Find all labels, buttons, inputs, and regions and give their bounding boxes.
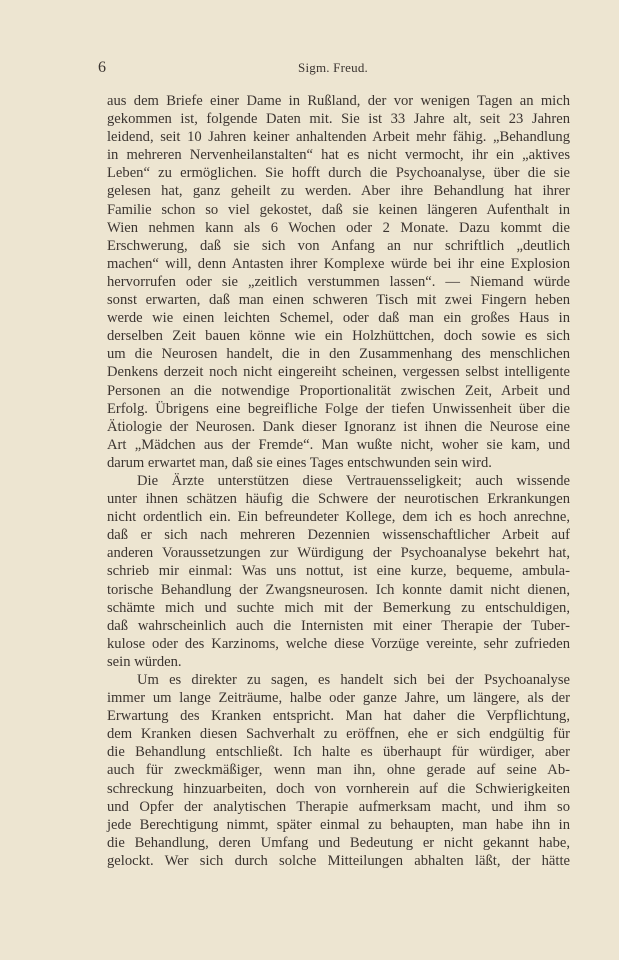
text-line: werde wie einen leichten Schemel, oder daß man ein großes Haus in [107,310,570,327]
text-line: gekommen ist, folgende Daten mit. Sie ist 33 Jahre alt, seit 23 Jahren [107,111,570,128]
page-header [98,59,568,79]
text-line: schreckung hinzuarbeiten, doch von vornherein auf die Schwierigkeiten [107,780,570,797]
text-line: in mehreren Nervenheilanstalten“ hat es nicht vermocht, ihr ein „aktives [107,147,570,164]
text-line: hervorrufen oder sie „zeitlich verstummen lassen“. — Niemand würde [107,273,570,290]
text-line: dem Kranken diesen Sachverhalt zu eröffnen, ehe er sich endgültig für [107,726,570,743]
paragraph [107,92,570,472]
text-line: auch für zweckmäßiger, wenn man ihn, ohne gerade auf seine Ab- [107,762,570,779]
text-line: daß wahrscheinlich auch die Internisten mit einer Therapie der Tuber- [107,617,570,634]
text-line: derselben Zeit bauen könne wie ein Holzhüttchen, doch sowie es sich [107,328,570,345]
page-number: 6 [98,59,106,76]
text-line: Personen an die notwendige Proportionalität zwischen Zeit, Arbeit und [107,382,570,399]
paragraph [107,671,570,870]
text-line: um die Neurosen handelt, die in den Zusammenhang des menschlichen [107,346,570,363]
text-line: gelockt. Wer sich durch solche Mitteilungen abhalten läßt, der hätte [107,852,570,869]
text-line: Um es direkter zu sagen, es handelt sich bei der Psychoanalyse [137,672,570,688]
text-line: aus dem Briefe einer Dame in Rußland, der vor wenigen Tagen an mich [107,93,570,109]
text-line: machen“ will, denn Antasten ihrer Komplexe würde bei ihr eine Explosion [107,255,570,272]
text-line: Erwartung des Kranken entspricht. Man hat daher die Verpflichtung, [107,708,570,725]
text-line: unter ihnen schätzen häufig die Schwere der neurotischen Erkrankungen [107,491,570,508]
running-title: Sigm. Freud. [298,60,368,75]
text-line: Leben“ zu ermöglichen. Sie hofft durch die Psychoanalyse, über die sie [107,165,570,182]
text-line: Erfolg. Übrigens eine begreifliche Folge der tiefen Unwissenheit über die [107,400,570,417]
text-line: jede Berechtigung nimmt, später einmal zu behaupten, man habe ihn in [107,816,570,833]
text-line: kulose oder des Karzinoms, welche diese Vorzüge vereinte, sehr zufrieden [107,635,570,652]
text-line: leidend, seit 10 Jahren keiner anhaltenden Arbeit mehr fähig. „Behandlung [107,129,570,146]
paragraph [107,472,570,671]
text-line: daß er sich nach mehreren Dezennien wissenschaftlicher Arbeit auf [107,527,570,544]
text-line: schämte mich und suchte mich mit der Bemerkung zu entschuldigen, [107,599,570,616]
text-line: nicht ordentlich ein. Ein befreundeter Kollege, dem ich es hoch anrechne, [107,509,570,526]
text-line: Wien nehmen kann als 6 Wochen oder 2 Monate. Dazu kommt die [107,219,570,236]
text-line: gelesen hat, ganz geheilt zu werden. Aber ihre Behandlung hat ihrer [107,183,570,200]
text-line: torische Behandlung der Zwangsneurosen. Ich konnte damit nicht dienen, [107,581,570,598]
text-line: schrieb mir einmal: Was uns nottut, ist eine kurze, bequeme, ambula- [107,563,570,580]
text-line: sonst erwarten, daß man einen schweren Tisch mit zwei Fingern heben [107,292,570,309]
text-line: Erschwerung, daß sie sich von Anfang an nur schriftlich „deutlich [107,237,570,254]
text-line: die Behandlung entschließt. Ich halte es überhaupt für würdiger, aber [107,744,570,761]
text-line: darum erwartet man, daß sie eines Tages entschwunden sein wird. [107,454,492,471]
text-line: immer um lange Zeiträume, halbe oder ganze Jahre, um längere, als der [107,690,570,707]
text-line: und Opfer der analytischen Therapie aufmerksam macht, und ihm so [107,798,570,815]
text-line: Die Ärzte unterstützen diese Vertrauensseligkeit; auch wissende [137,472,570,489]
text-line: Art „Mädchen aus der Fremde“. Man wußte nicht, woher sie kam, und [107,436,570,453]
text-line: sein würden. [107,653,182,670]
text-line: die Behandlung, deren Umfang und Bedeutung er nicht gekannt habe, [107,834,570,851]
body-text [107,92,570,870]
text-line: Familie schon so viel gekostet, daß sie keinen längeren Aufenthalt in [107,201,570,218]
text-line: Ätiologie der Neurosen. Dank dieser Ignoranz ist ihnen die Neurose eine [107,418,570,435]
text-line: Denkens derzeit noch nicht eingereiht scheinen, vergessen selbst intelligente [107,364,570,381]
text-line: anderen Voraussetzungen zur Würdigung der Psychoanalyse bekehrt hat, [107,545,570,562]
